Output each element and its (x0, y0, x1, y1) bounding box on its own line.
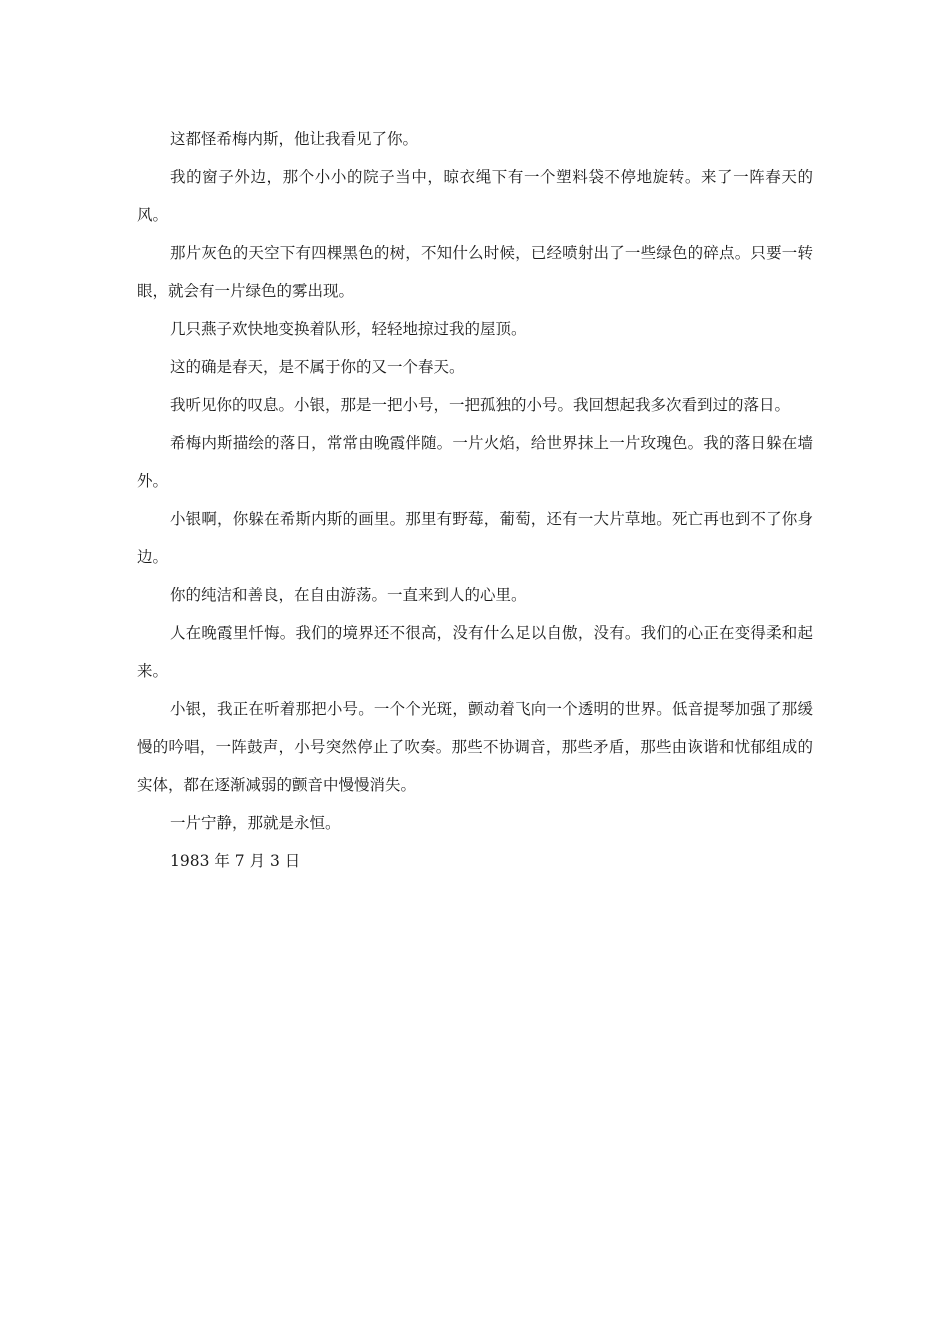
paragraph: 希梅内斯描绘的落日，常常由晚霞伴随。一片火焰，给世界抹上一片玫瑰色。我的落日躲在墙外。 (137, 434, 813, 490)
paragraph: 那片灰色的天空下有四棵黑色的树，不知什么时候，已经喷射出了一些绿色的碎点。只要一转眼，就会有一片绿色的雾出现。 (137, 244, 813, 300)
paragraph: 我听见你的叹息。小银，那是一把小号，一把孤独的小号。我回想起我多次看到过的落日。 (170, 396, 791, 414)
paragraph: 几只燕子欢快地变换着队形，轻轻地掠过我的屋顶。 (170, 320, 527, 338)
paragraph: 一片宁静，那就是永恒。 (170, 814, 341, 832)
document-body (137, 124, 813, 876)
document-date: 1983 年 7 月 3 日 (170, 852, 301, 870)
paragraph: 人在晚霞里忏悔。我们的境界还不很高，没有什么足以自傲，没有。我们的心正在变得柔和起来。 (137, 624, 813, 680)
paragraph: 小银，我正在听着那把小号。一个个光斑，颤动着飞向一个透明的世界。低音提琴加强了那缓慢的吟唱，一阵鼓声，小号突然停止了吹奏。那些不协调音，那些矛盾，那些由诙谐和忧郁组成的实体，都在逐渐减弱的颤音中慢慢消失。 (137, 700, 813, 794)
paragraph: 我的窗子外边，那个小小的院子当中，晾衣绳下有一个塑料袋不停地旋转。来了一阵春天的风。 (137, 168, 813, 224)
paragraph: 这都怪希梅内斯，他让我看见了你。 (170, 130, 419, 148)
paragraph: 这的确是春天，是不属于你的又一个春天。 (170, 358, 465, 376)
paragraph: 小银啊，你躲在希斯内斯的画里。那里有野莓，葡萄，还有一大片草地。死亡再也到不了你身边。 (137, 510, 813, 566)
paragraph: 你的纯洁和善良，在自由游荡。一直来到人的心里。 (170, 586, 527, 604)
